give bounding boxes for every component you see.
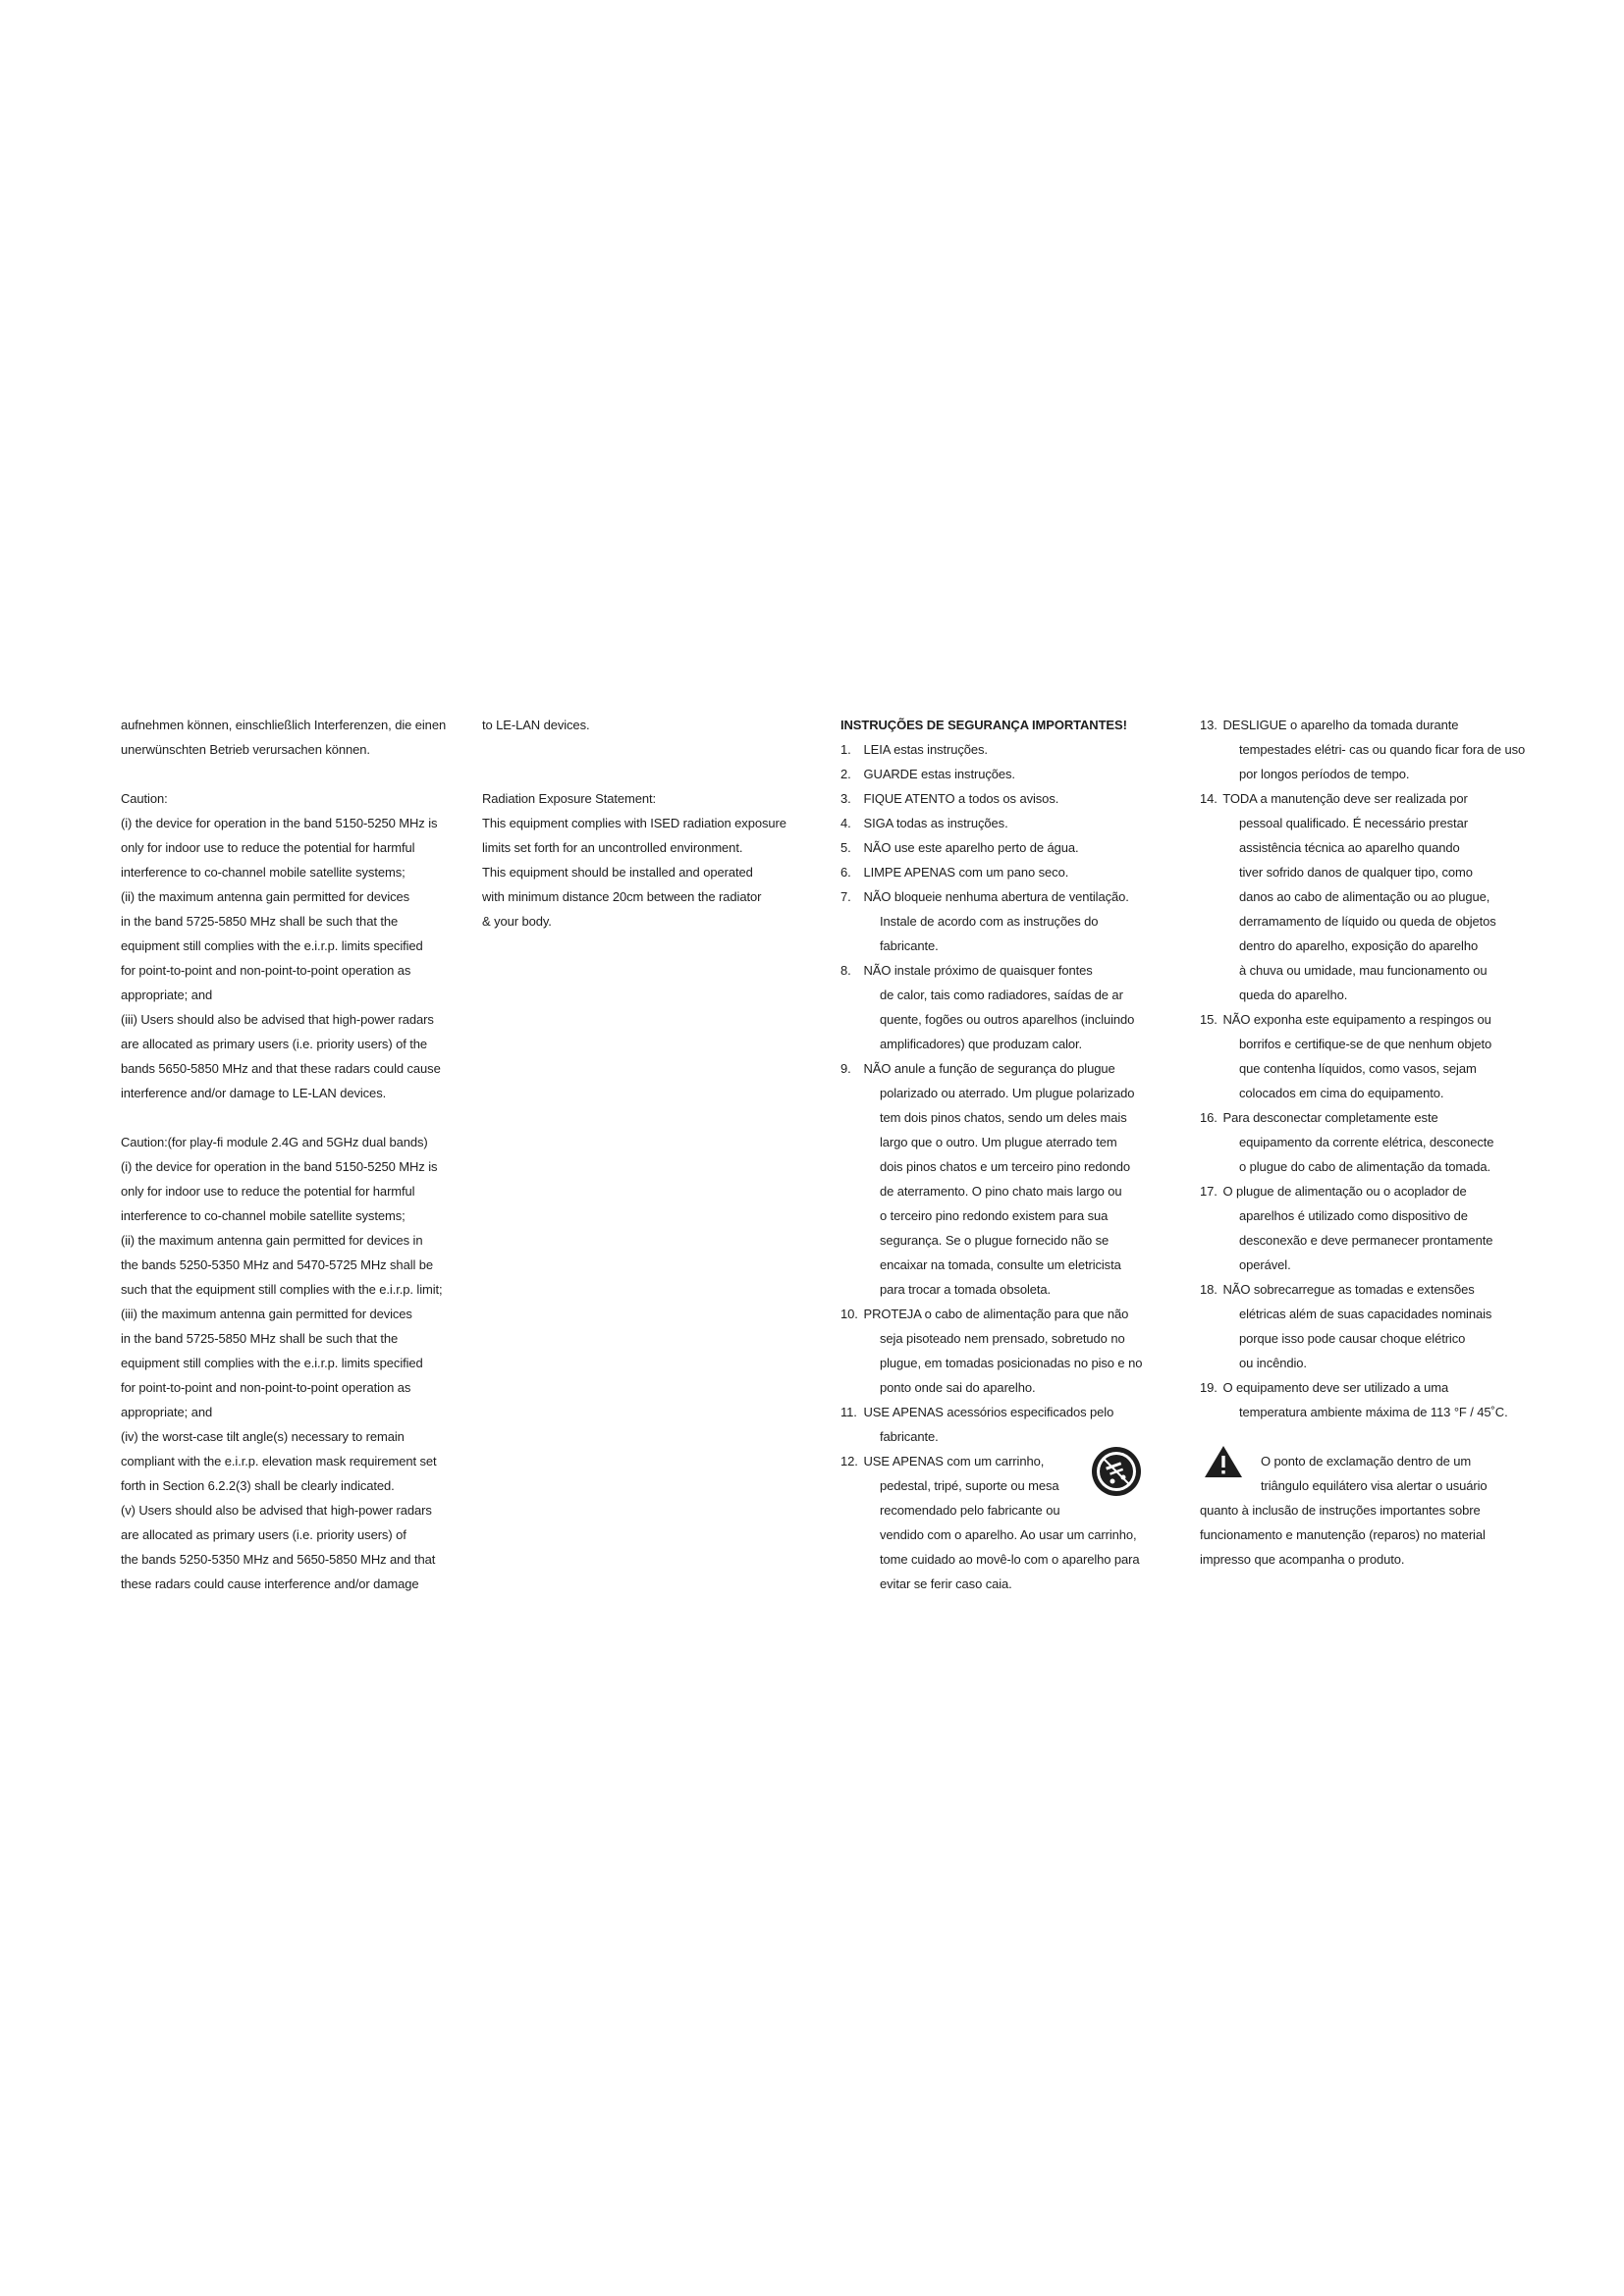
item-number: 16. (1200, 1110, 1218, 1125)
item-number: 18. (1200, 1282, 1218, 1297)
text-line: the bands 5250-5350 MHz and 5650-5850 MHz and that (121, 1552, 436, 1567)
item-text: tem dois pinos chatos, sendo um deles mais (880, 1110, 1127, 1125)
item-text: o plugue do cabo de alimentação da tomada. (1239, 1159, 1490, 1174)
item-continuation (840, 1228, 1174, 1253)
text-line (482, 737, 806, 762)
text-line: to LE-LAN devices. (482, 718, 590, 732)
numbered-item (1200, 786, 1534, 811)
numbered-item (1200, 1105, 1534, 1130)
numbered-item (840, 762, 1174, 786)
text-line: limits set forth for an uncontrolled environment. (482, 840, 743, 855)
item-text: colocados em cima do equipamento. (1239, 1086, 1444, 1100)
text-line: (ii) the maximum antenna gain permitted for devices in (121, 1233, 423, 1248)
item-continuation (1200, 1228, 1534, 1253)
item-text: largo que o outro. Um plugue aterrado tem (880, 1135, 1117, 1149)
warning-text-line: impresso que acompanha o produto. (1200, 1552, 1405, 1567)
item-continuation (1200, 1130, 1534, 1154)
item-continuation (1200, 1253, 1534, 1277)
item-number: 13. (1200, 718, 1218, 732)
item-continuation (1200, 737, 1534, 762)
numbered-item (840, 786, 1174, 811)
item-number: 17. (1200, 1184, 1218, 1199)
text-line: (i) the device for operation in the band 5150-5250 MHz is (121, 1159, 438, 1174)
text-line: equipment still complies with the e.i.r.p. limits specified (121, 938, 423, 953)
item-continuation (840, 1105, 1174, 1130)
item-text: FIQUE ATENTO a todos os avisos. (863, 791, 1059, 806)
text-line: interference to co-channel mobile satellite systems; (121, 865, 406, 880)
item-text: desconexão e deve permanecer prontamente (1239, 1233, 1493, 1248)
text-line: for point-to-point and non-point-to-point operation as (121, 1380, 411, 1395)
text-line: are allocated as primary users (i.e. priority users) of the (121, 1037, 427, 1051)
item-text: danos ao cabo de alimentação ou ao plugue, (1239, 889, 1490, 904)
item-text: Para desconectar completamente este (1222, 1110, 1438, 1125)
item-text: recomendado pelo fabricante ou (880, 1503, 1060, 1518)
item-text: derramamento de líquido ou queda de objetos (1239, 914, 1496, 929)
item-continuation (1200, 934, 1534, 958)
text-line: (i) the device for operation in the band 5150-5250 MHz is (121, 816, 438, 830)
column-safety-instructions-2 (1200, 713, 1534, 1572)
item-text: amplificadores) que produzam calor. (880, 1037, 1083, 1051)
numbered-item (840, 737, 1174, 762)
item-text: borrifos e certifique-se de que nenhum objeto (1239, 1037, 1492, 1051)
numbered-item (1200, 713, 1534, 737)
item-text: plugue, em tomadas posicionadas no piso e no (880, 1356, 1143, 1370)
item-continuation (840, 934, 1174, 958)
numbered-item (840, 958, 1174, 983)
text-line: for point-to-point and non-point-to-point operation as (121, 963, 411, 978)
item-text: tempestades elétri- cas ou quando ficar fora de uso (1239, 742, 1526, 757)
item-continuation (1200, 884, 1534, 909)
numbered-item (840, 884, 1174, 909)
item-continuation (840, 1081, 1174, 1105)
numbered-item (840, 860, 1174, 884)
item-text: fabricante. (880, 1429, 939, 1444)
text-line: interference to co-channel mobile satellite systems; (121, 1208, 406, 1223)
text-line: interference and/or damage to LE-LAN devices. (121, 1086, 387, 1100)
numbered-item (840, 1056, 1174, 1081)
text-line: bands 5650-5850 MHz and that these radars could cause (121, 1061, 441, 1076)
text-line: these radars could cause interference and/or damage (121, 1576, 419, 1591)
item-continuation (840, 1277, 1174, 1302)
item-text: quente, fogões ou outros aparelhos (incluindo (880, 1012, 1135, 1027)
spacer (1200, 1424, 1534, 1449)
item-text: encaixar na tomada, consulte um eletricista (880, 1257, 1121, 1272)
item-number: 4. (840, 816, 851, 830)
safety-heading: INSTRUÇÕES DE SEGURANÇA IMPORTANTES! (840, 718, 1127, 732)
item-text: tiver sofrido danos de qualquer tipo, como (1239, 865, 1473, 880)
item-number: 12. (840, 1454, 858, 1468)
item-text: porque isso pode causar choque elétrico (1239, 1331, 1466, 1346)
item-continuation (1200, 909, 1534, 934)
item-continuation (840, 1498, 1174, 1522)
item-text: segurança. Se o plugue fornecido não se (880, 1233, 1110, 1248)
item-text: operável. (1239, 1257, 1291, 1272)
item-text: de aterramento. O pino chato mais largo ou (880, 1184, 1122, 1199)
item-text: NÃO anule a função de segurança do plugue (863, 1061, 1115, 1076)
numbered-item (840, 1400, 1174, 1424)
item-text: elétricas além de suas capacidades nominais (1239, 1307, 1492, 1321)
item-text: vendido com o aparelho. Ao usar um carrinho, (880, 1527, 1137, 1542)
numbered-item (840, 811, 1174, 835)
text-line (121, 1105, 445, 1130)
numbered-item (1200, 1277, 1534, 1302)
text-line: This equipment should be installed and operated (482, 865, 753, 880)
warning-text-line: O ponto de exclamação dentro de um (1261, 1454, 1472, 1468)
item-text: NÃO instale próximo de quaisquer fontes (863, 963, 1093, 978)
item-continuation (840, 1154, 1174, 1179)
item-text: pedestal, tripé, suporte ou mesa (880, 1478, 1059, 1493)
text-line: are allocated as primary users (i.e. priority users) of (121, 1527, 406, 1542)
warning-text-line: quanto à inclusão de instruções importantes sobre (1200, 1503, 1481, 1518)
item-continuation (1200, 835, 1534, 860)
item-continuation (840, 1522, 1174, 1547)
text-line: unerwünschten Betrieb verursachen können. (121, 742, 370, 757)
item-continuation (840, 1253, 1174, 1277)
item-text: NÃO exponha este equipamento a respingos ou (1222, 1012, 1491, 1027)
text-line: appropriate; and (121, 1405, 213, 1419)
item-continuation (840, 1179, 1174, 1203)
item-continuation (840, 1032, 1174, 1056)
item-text: à chuva ou umidade, mau funcionamento ou (1239, 963, 1488, 978)
item-number: 10. (840, 1307, 858, 1321)
item-text: dois pinos chatos e um terceiro pino redondo (880, 1159, 1131, 1174)
item-text: NÃO sobrecarregue as tomadas e extensões (1222, 1282, 1475, 1297)
text-line (482, 762, 806, 786)
item-continuation (1200, 1351, 1534, 1375)
warning-text-line: funcionamento e manutenção (reparos) no material (1200, 1527, 1486, 1542)
item-continuation (840, 1351, 1174, 1375)
item-text: equipamento da corrente elétrica, desconecte (1239, 1135, 1494, 1149)
text-line: Caution:(for play-fi module 2.4G and 5GHz dual bands) (121, 1135, 428, 1149)
item-text: GUARDE estas instruções. (863, 767, 1015, 781)
item-text: fabricante. (880, 938, 939, 953)
item-text: tome cuidado ao movê-lo com o aparelho para (880, 1552, 1140, 1567)
item-continuation (840, 1375, 1174, 1400)
item-text: temperatura ambiente máxima de 113 °F / 45˚C. (1239, 1405, 1508, 1419)
item-text: por longos períodos de tempo. (1239, 767, 1410, 781)
text-line: forth in Section 6.2.2(3) shall be clearly indicated. (121, 1478, 395, 1493)
item-text: USE APENAS acessórios especificados pelo (863, 1405, 1114, 1419)
item-text: seja pisoteado nem prensado, sobretudo no (880, 1331, 1125, 1346)
item-text: evitar se ferir caso caia. (880, 1576, 1012, 1591)
item-text: dentro do aparelho, exposição do aparelho (1239, 938, 1479, 953)
item-text: para trocar a tomada obsoleta. (880, 1282, 1052, 1297)
item-text: TODA a manutenção deve ser realizada por (1222, 791, 1468, 806)
item-continuation (1200, 1056, 1534, 1081)
item-continuation (1200, 1203, 1534, 1228)
item-text: assistência técnica ao aparelho quando (1239, 840, 1460, 855)
item-continuation (1200, 1032, 1534, 1056)
item-text: Instale de acordo com as instruções do (880, 914, 1099, 929)
exclamation-triangle-icon (1204, 1445, 1243, 1478)
text-line: with minimum distance 20cm between the radiator (482, 889, 762, 904)
text-line: in the band 5725-5850 MHz shall be such that the (121, 914, 399, 929)
numbered-item (840, 835, 1174, 860)
item-number: 6. (840, 865, 851, 880)
text-line: in the band 5725-5850 MHz shall be such that the (121, 1331, 399, 1346)
item-text: USE APENAS com um carrinho, (863, 1454, 1045, 1468)
column-german-english-caution (121, 713, 445, 1596)
text-line: (iii) the maximum antenna gain permitted for devices (121, 1307, 412, 1321)
text-line: the bands 5250-5350 MHz and 5470-5725 MHz shall be (121, 1257, 434, 1272)
item-continuation (840, 1130, 1174, 1154)
item-continuation (1200, 811, 1534, 835)
item-text: ponto onde sai do aparelho. (880, 1380, 1036, 1395)
item-continuation (1200, 1081, 1534, 1105)
text-line: & your body. (482, 914, 552, 929)
item-number: 15. (1200, 1012, 1218, 1027)
item-text: que contenha líquidos, como vasos, sejam (1239, 1061, 1477, 1076)
item-number: 19. (1200, 1380, 1218, 1395)
item-text: ou incêndio. (1239, 1356, 1307, 1370)
text-line: Caution: (121, 791, 168, 806)
item-text: LIMPE APENAS com um pano seco. (863, 865, 1069, 880)
text-line: (v) Users should also be advised that high-power radars (121, 1503, 432, 1518)
item-continuation (840, 1572, 1174, 1596)
item-text: queda do aparelho. (1239, 988, 1348, 1002)
item-continuation (1200, 1326, 1534, 1351)
item-continuation (1200, 1302, 1534, 1326)
text-line: (iii) Users should also be advised that high-power radars (121, 1012, 434, 1027)
item-continuation (1200, 958, 1534, 983)
item-continuation (840, 1547, 1174, 1572)
item-text: aparelhos é utilizado como dispositivo de (1239, 1208, 1468, 1223)
text-line: (ii) the maximum antenna gain permitted for devices (121, 889, 410, 904)
column-radiation-exposure (482, 713, 806, 934)
item-continuation (840, 1007, 1174, 1032)
text-line: (iv) the worst-case tilt angle(s) necessary to remain (121, 1429, 405, 1444)
text-line: This equipment complies with ISED radiation exposure (482, 816, 786, 830)
numbered-item (1200, 1375, 1534, 1400)
text-line: such that the equipment still complies with the e.i.r.p. limit; (121, 1282, 443, 1297)
item-continuation (840, 1203, 1174, 1228)
item-text: DESLIGUE o aparelho da tomada durante (1222, 718, 1459, 732)
text-line: appropriate; and (121, 988, 213, 1002)
item-text: pessoal qualificado. É necessário prestar (1239, 816, 1468, 830)
text-line (121, 762, 445, 786)
item-number: 1. (840, 742, 851, 757)
text-line: Radiation Exposure Statement: (482, 791, 657, 806)
warning-text-line: triângulo equilátero visa alertar o usuário (1261, 1478, 1488, 1493)
item-continuation (1200, 860, 1534, 884)
item-continuation (840, 1326, 1174, 1351)
item-text: O plugue de alimentação ou o acoplador de (1222, 1184, 1467, 1199)
text-line: equipment still complies with the e.i.r.p. limits specified (121, 1356, 423, 1370)
item-number: 11. (840, 1405, 857, 1419)
item-text: LEIA estas instruções. (863, 742, 988, 757)
item-number: 8. (840, 963, 851, 978)
numbered-item (1200, 1179, 1534, 1203)
text-line: only for indoor use to reduce the potential for harmful (121, 1184, 415, 1199)
text-line: aufnehmen können, einschließlich Interferenzen, die einen (121, 718, 447, 732)
item-continuation (1200, 762, 1534, 786)
item-text: NÃO bloqueie nenhuma abertura de ventilação. (863, 889, 1129, 904)
text-line: compliant with the e.i.r.p. elevation mask requirement set (121, 1454, 437, 1468)
text-line: only for indoor use to reduce the potential for harmful (121, 840, 415, 855)
item-text: de calor, tais como radiadores, saídas de ar (880, 988, 1123, 1002)
item-continuation (1200, 1154, 1534, 1179)
item-number: 9. (840, 1061, 851, 1076)
item-number: 3. (840, 791, 851, 806)
item-text: SIGA todas as instruções. (863, 816, 1008, 830)
numbered-item (1200, 1007, 1534, 1032)
item-continuation (1200, 1400, 1534, 1424)
item-text: NÃO use este aparelho perto de água. (863, 840, 1079, 855)
item-number: 2. (840, 767, 851, 781)
item-number: 14. (1200, 791, 1218, 806)
item-number: 5. (840, 840, 851, 855)
item-number: 7. (840, 889, 851, 904)
cart-tip-over-warning-icon (1090, 1445, 1143, 1498)
numbered-item (840, 1302, 1174, 1326)
item-text: O equipamento deve ser utilizado a uma (1222, 1380, 1449, 1395)
item-text: o terceiro pino redondo existem para sua (880, 1208, 1109, 1223)
item-continuation (840, 909, 1174, 934)
item-continuation (840, 983, 1174, 1007)
item-text: polarizado ou aterrado. Um plugue polarizado (880, 1086, 1135, 1100)
item-continuation (1200, 983, 1534, 1007)
item-text: PROTEJA o cabo de alimentação para que não (863, 1307, 1129, 1321)
